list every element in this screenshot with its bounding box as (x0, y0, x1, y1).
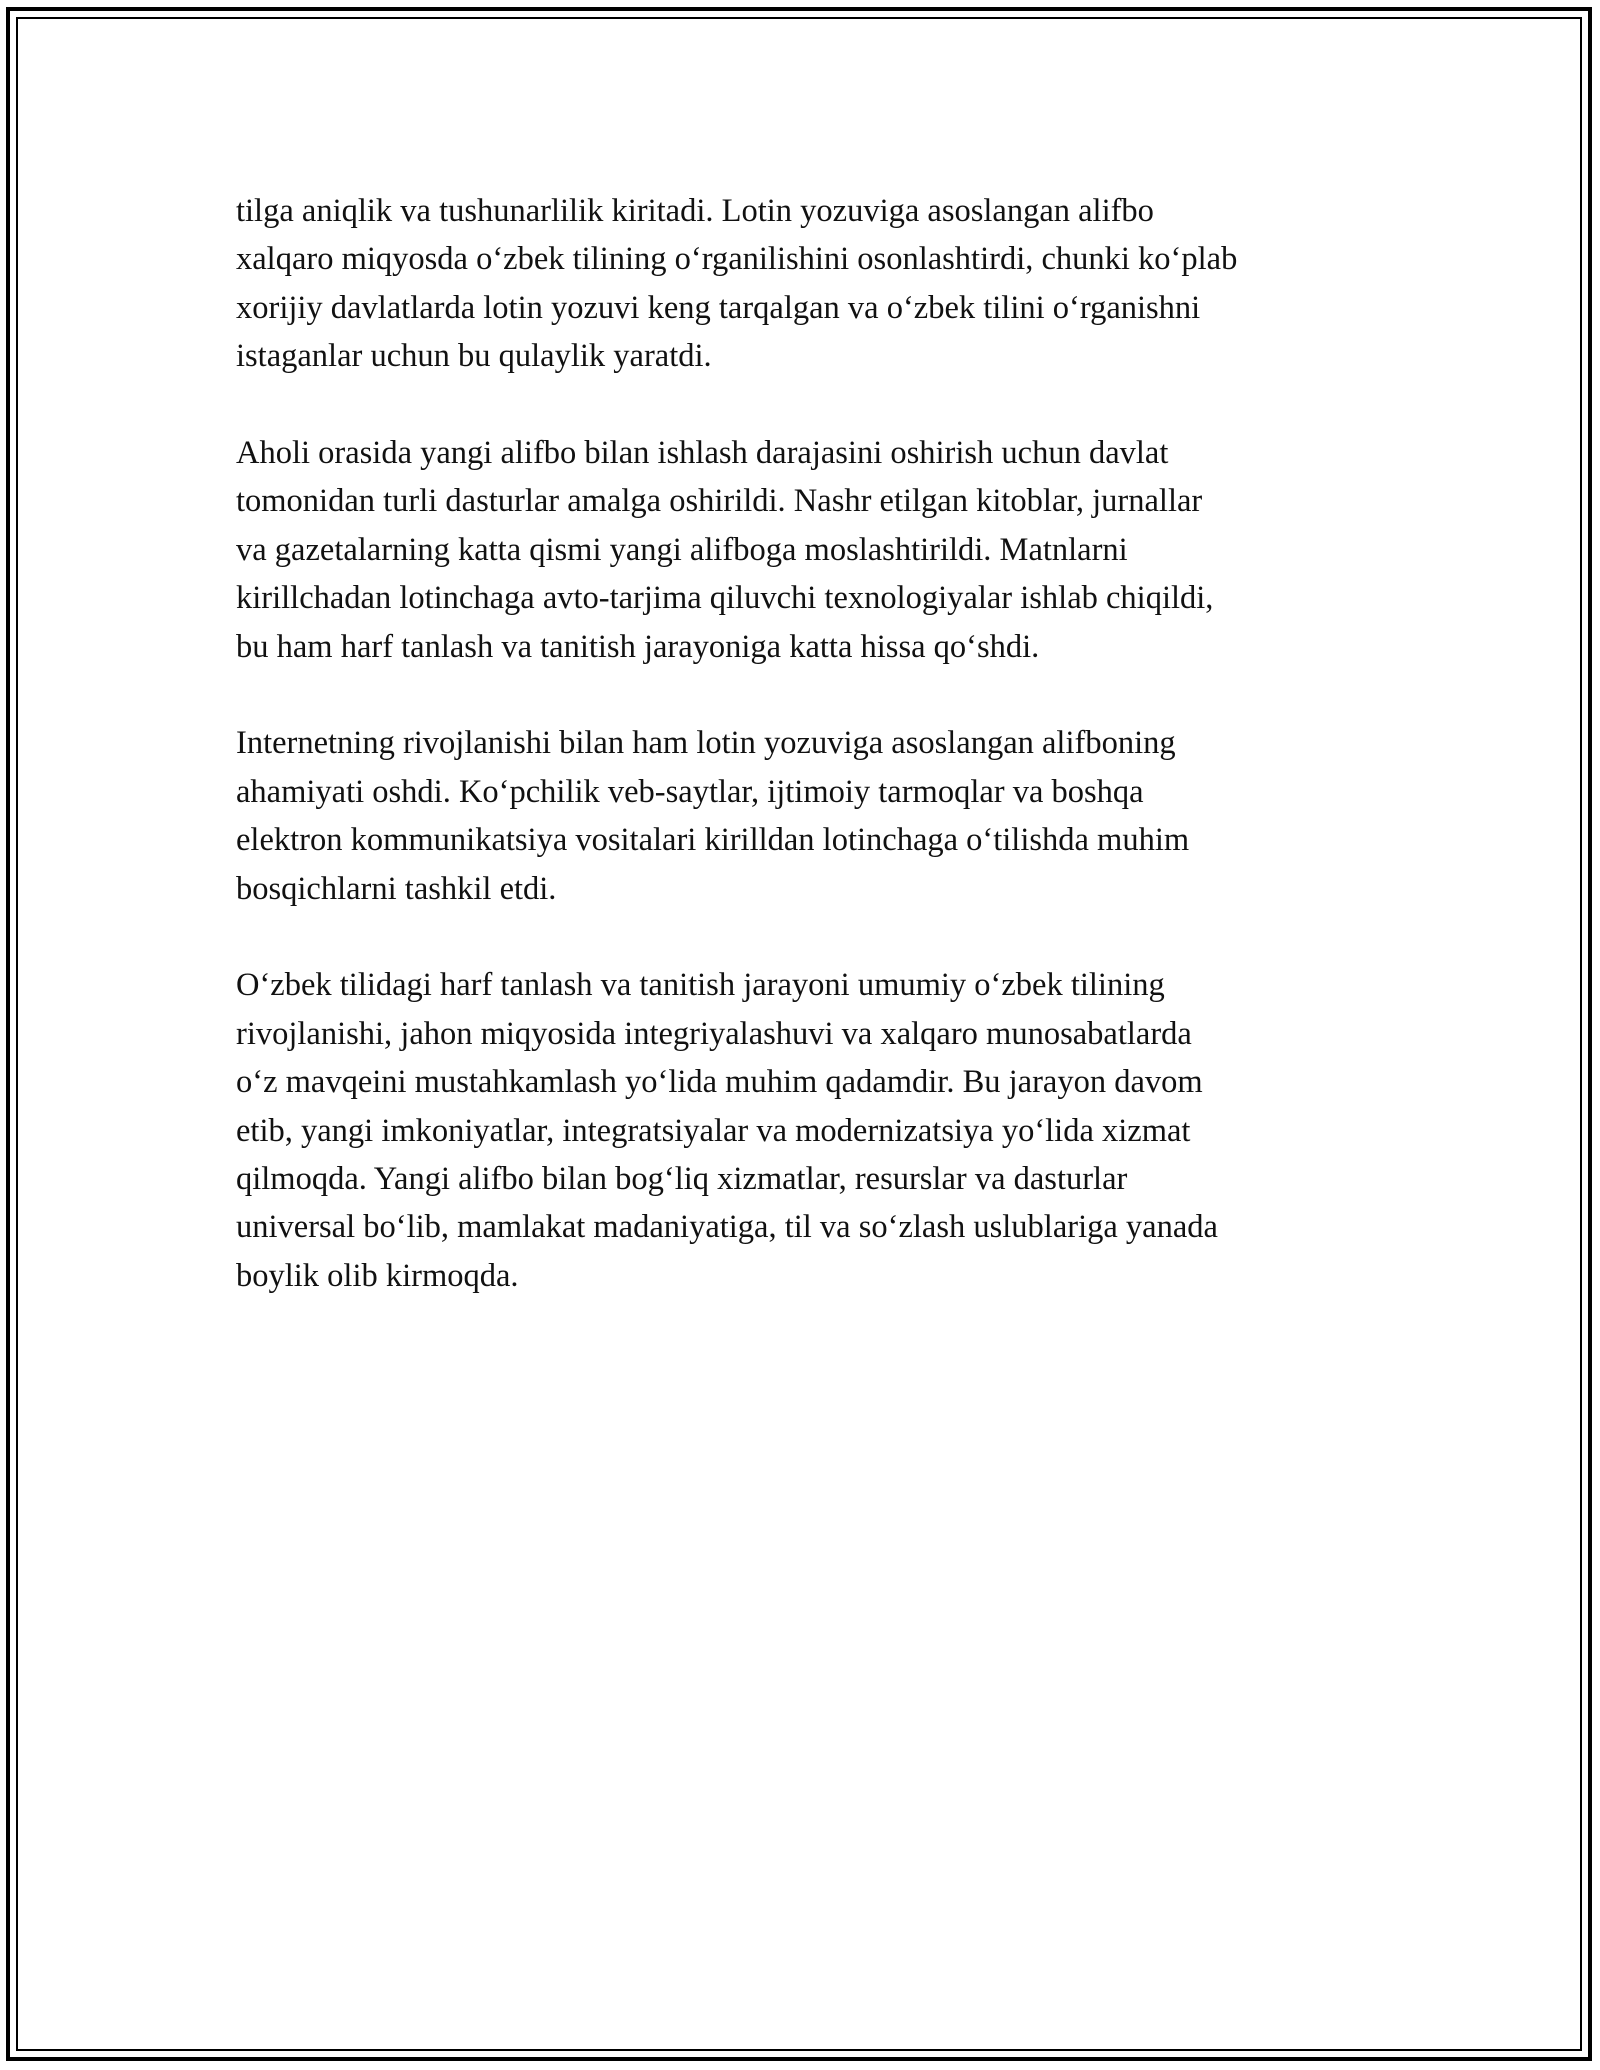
paragraph: O‘zbek tilidagi harf tanlash va tanitish jarayoni umumiy o‘zbek tilining rivojlanishi, jahon miqyosida integriyalashuvi va xalqaro munosabatlarda o‘z mavqeini mustahkamlash yo‘lida muhim qadamdir. Bu jarayon davom etib, yangi imkoniyatlar, integratsiyalar va modernizatsiya yo‘lida xizmat qilmoqda. Yangi alifbo bilan bog‘liq xizmatlar, resurslar va dasturlar universal bo‘lib, mamlakat madaniyatiga, til va so‘zlash uslublariga yanada boylik olib kirmoqda. (236, 967, 1218, 1294)
paragraph: Aholi orasida yangi alifbo bilan ishlash darajasini oshirish uchun davlat tomonidan turli dasturlar amalga oshirildi. Nashr etilgan kitoblar, jurnallar va gazetalarning katta qismi yangi alifboga moslashtirildi. Matnlarni kirillchadan lotinchaga avto-tarjima qiluvchi texnologiyalar ishlab chiqildi, bu ham harf tanlash va tanitish jarayoniga katta hissa qo‘shdi. (236, 435, 1214, 665)
paragraph: tilga aniqlik va tushunarlilik kiritadi. Lotin yozuviga asoslangan alifbo xalqaro miqyosda o‘zbek tilining o‘rganilishini osonlashtirdi, chunki ko‘plab xorijiy davlatlarda lotin yozuvi keng tarqalgan va o‘zbek tilini o‘rganishni istaganlar uchun bu qulaylik yaratdi. (236, 193, 1238, 375)
paragraph: Internetning rivojlanishi bilan ham lotin yozuviga asoslangan alifboning ahamiyati oshdi. Ko‘pchilik veb-saytlar, ijtimoiy tarmoqlar va boshqa elektron kommunikatsiya vositalari kirilldan lotinchaga o‘tilishda muhim bosqichlarni tashkil etdi. (236, 725, 1190, 907)
document-body (236, 187, 1386, 1349)
